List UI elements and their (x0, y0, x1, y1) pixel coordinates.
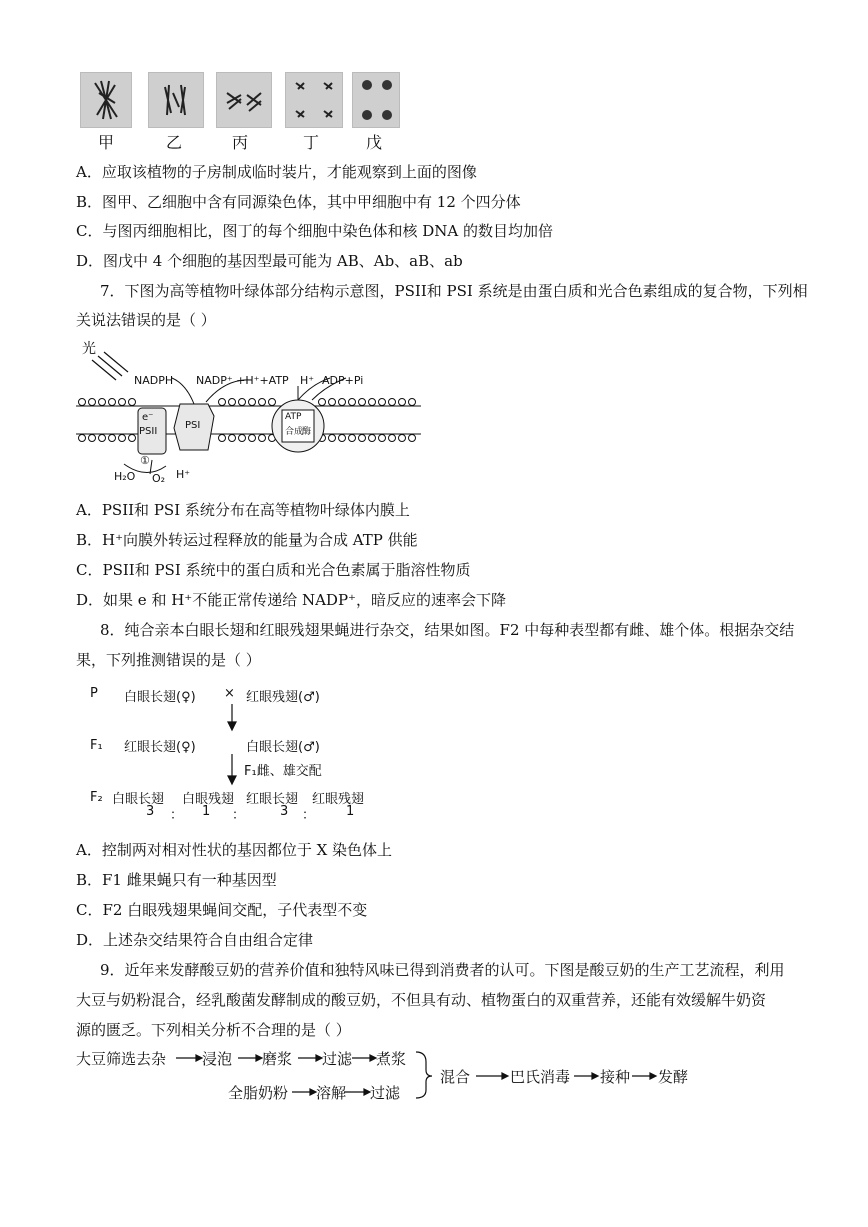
flow-step-dissolve: 溶解 (316, 1084, 347, 1102)
f2-ratio-1: 3 (146, 804, 155, 819)
f2-phenotype-3: 红眼长翅 (246, 792, 299, 807)
adp-pi-label: ADP+Pi (322, 374, 364, 387)
f2-phenotype-1: 白眼长翅 (112, 792, 165, 807)
step-1-label: ① (140, 454, 150, 467)
f1-female-label: 红眼长翅(♀) (124, 740, 196, 755)
cell-label-ding: 丁 (303, 133, 320, 152)
q8-stem-line1: 8．纯合亲本白眼长翅和红眼残翅果蝇进行杂交，结果如图。F2 中每种表型都有雌、雄个体。根据杂交结 (100, 621, 795, 639)
flow-step-ferment: 发酵 (658, 1068, 689, 1086)
q8-option-a: A．控制两对相对性状的基因都位于 X 染色体上 (76, 841, 393, 859)
cell-label-bing: 丙 (232, 133, 249, 152)
q9-stem-line1: 9．近年来发酵酸豆奶的营养价值和独特风味已得到消费者的认可。下图是酸豆奶的生产工艺流程，利用 (100, 961, 785, 979)
nadp-atp-label: NADP⁺ +H⁺+ATP (196, 374, 289, 387)
f1-generation-label: F₁ (90, 738, 103, 753)
psii-label: PSII (139, 426, 158, 437)
f2-ratio-4: 1 (346, 804, 355, 819)
cell-label-yi: 乙 (166, 133, 183, 152)
q8-option-d: D．上述杂交结果符合自由组合定律 (76, 931, 314, 949)
atp-synthase-label-1: ATP (285, 412, 302, 422)
chloroplast-diagram (76, 338, 436, 488)
flow-step-soy-screening: 大豆筛选去杂 (76, 1050, 167, 1068)
p-male-label: 红眼残翅(♂) (246, 690, 320, 705)
flow-step-grind: 磨浆 (262, 1050, 293, 1068)
q7-stem-line1: 7．下图为高等植物叶绿体部分结构示意图，PSII和 PSI 系统是由蛋白质和光合色素组成的复合物，下列相 (100, 282, 808, 300)
flow-step-boil: 煮浆 (376, 1050, 407, 1068)
light-label: 光 (82, 341, 96, 357)
h2o-label: H₂O (114, 470, 136, 483)
q8-stem-line2: 果，下列推测错误的是（ ） (76, 651, 261, 669)
p-generation-label: P (90, 686, 98, 701)
flow-step-soak: 浸泡 (202, 1050, 233, 1068)
psi-label: PSI (185, 420, 201, 431)
atp-synthase-label-3: 酶 (302, 427, 312, 437)
nadph-label: NADPH (134, 374, 174, 387)
q7-stem-line2: 关说法错误的是（ ） (76, 311, 216, 329)
f2-ratio-sep-2: ： (232, 808, 246, 823)
atp-synthase-label-2: 合成 (285, 427, 304, 437)
flow-step-milk-powder: 全脂奶粉 (228, 1084, 289, 1102)
f2-phenotype-2: 白眼残翅 (182, 792, 235, 807)
cell-image-ding (285, 72, 343, 128)
f2-phenotype-4: 红眼残翅 (312, 792, 365, 807)
f2-ratio-3: 3 (280, 804, 289, 819)
q7-option-d: D．如果 e 和 H⁺不能正常传递给 NADP⁺，暗反应的速率会下降 (76, 591, 506, 609)
flow-step-pasteurize: 巴氏消毒 (510, 1068, 571, 1086)
q6-option-c: C．与图丙细胞相比，图丁的每个细胞中染色体和核 DNA 的数目均加倍 (76, 222, 554, 240)
o2-label: O₂ (152, 472, 166, 485)
cell-image-jia (80, 72, 132, 128)
q7-option-c: C．PSII和 PSI 系统中的蛋白质和光合色素属于脂溶性物质 (76, 561, 471, 579)
q9-stem-line2: 大豆与奶粉混合，经乳酸菌发酵制成的酸豆奶，不但具有动、植物蛋白的双重营养，还能有效缓解牛奶资 (76, 991, 767, 1009)
q7-option-a: A．PSII和 PSI 系统分布在高等植物叶绿体内膜上 (76, 501, 410, 519)
process-flow-diagram (76, 1046, 716, 1110)
q6-option-b: B．图甲、乙细胞中含有同源染色体，其中甲细胞中有 12 个四分体 (76, 193, 521, 211)
cell-image-wu (352, 72, 400, 128)
e-minus-label: e⁻ (142, 412, 154, 423)
cell-image-bing (216, 72, 272, 128)
q9-stem-line3: 源的匮乏。下列相关分析不合理的是（ ） (76, 1021, 351, 1039)
q8-option-c: C．F2 白眼残翅果蝇间交配，子代表型不变 (76, 901, 368, 919)
q6-option-d: D．图戊中 4 个细胞的基因型最可能为 AB、Ab、aB、ab (76, 252, 463, 270)
f1-mating-label: F₁雌、雄交配 (244, 764, 322, 779)
q8-option-b: B．F1 雌果蝇只有一种基因型 (76, 871, 277, 889)
cell-image-yi (148, 72, 204, 128)
flow-step-inoculate: 接种 (600, 1068, 631, 1086)
h-plus-bottom-label: H⁺ (176, 468, 191, 481)
flow-step-filter-2: 过滤 (370, 1084, 401, 1102)
f1-male-label: 白眼长翅(♂) (246, 740, 320, 755)
q6-option-a: A．应取该植物的子房制成临时装片，才能观察到上面的图像 (76, 163, 477, 181)
flow-step-mix: 混合 (440, 1068, 471, 1086)
f2-ratio-sep-3: ： (302, 808, 316, 823)
f2-ratio-2: 1 (202, 804, 211, 819)
cross-sign: × (224, 686, 235, 701)
f2-generation-label: F₂ (90, 790, 103, 805)
cell-label-jia: 甲 (98, 133, 115, 152)
h-plus-top-label: H⁺ (300, 374, 315, 387)
p-female-label: 白眼长翅(♀) (124, 690, 196, 705)
cross-diagram (76, 680, 396, 823)
flow-step-filter-1: 过滤 (322, 1050, 353, 1068)
f2-ratio-sep-1: ： (170, 808, 184, 823)
cell-label-wu: 戊 (366, 133, 383, 152)
q7-option-b: B．H⁺向膜外转运过程释放的能量为合成 ATP 供能 (76, 531, 418, 549)
